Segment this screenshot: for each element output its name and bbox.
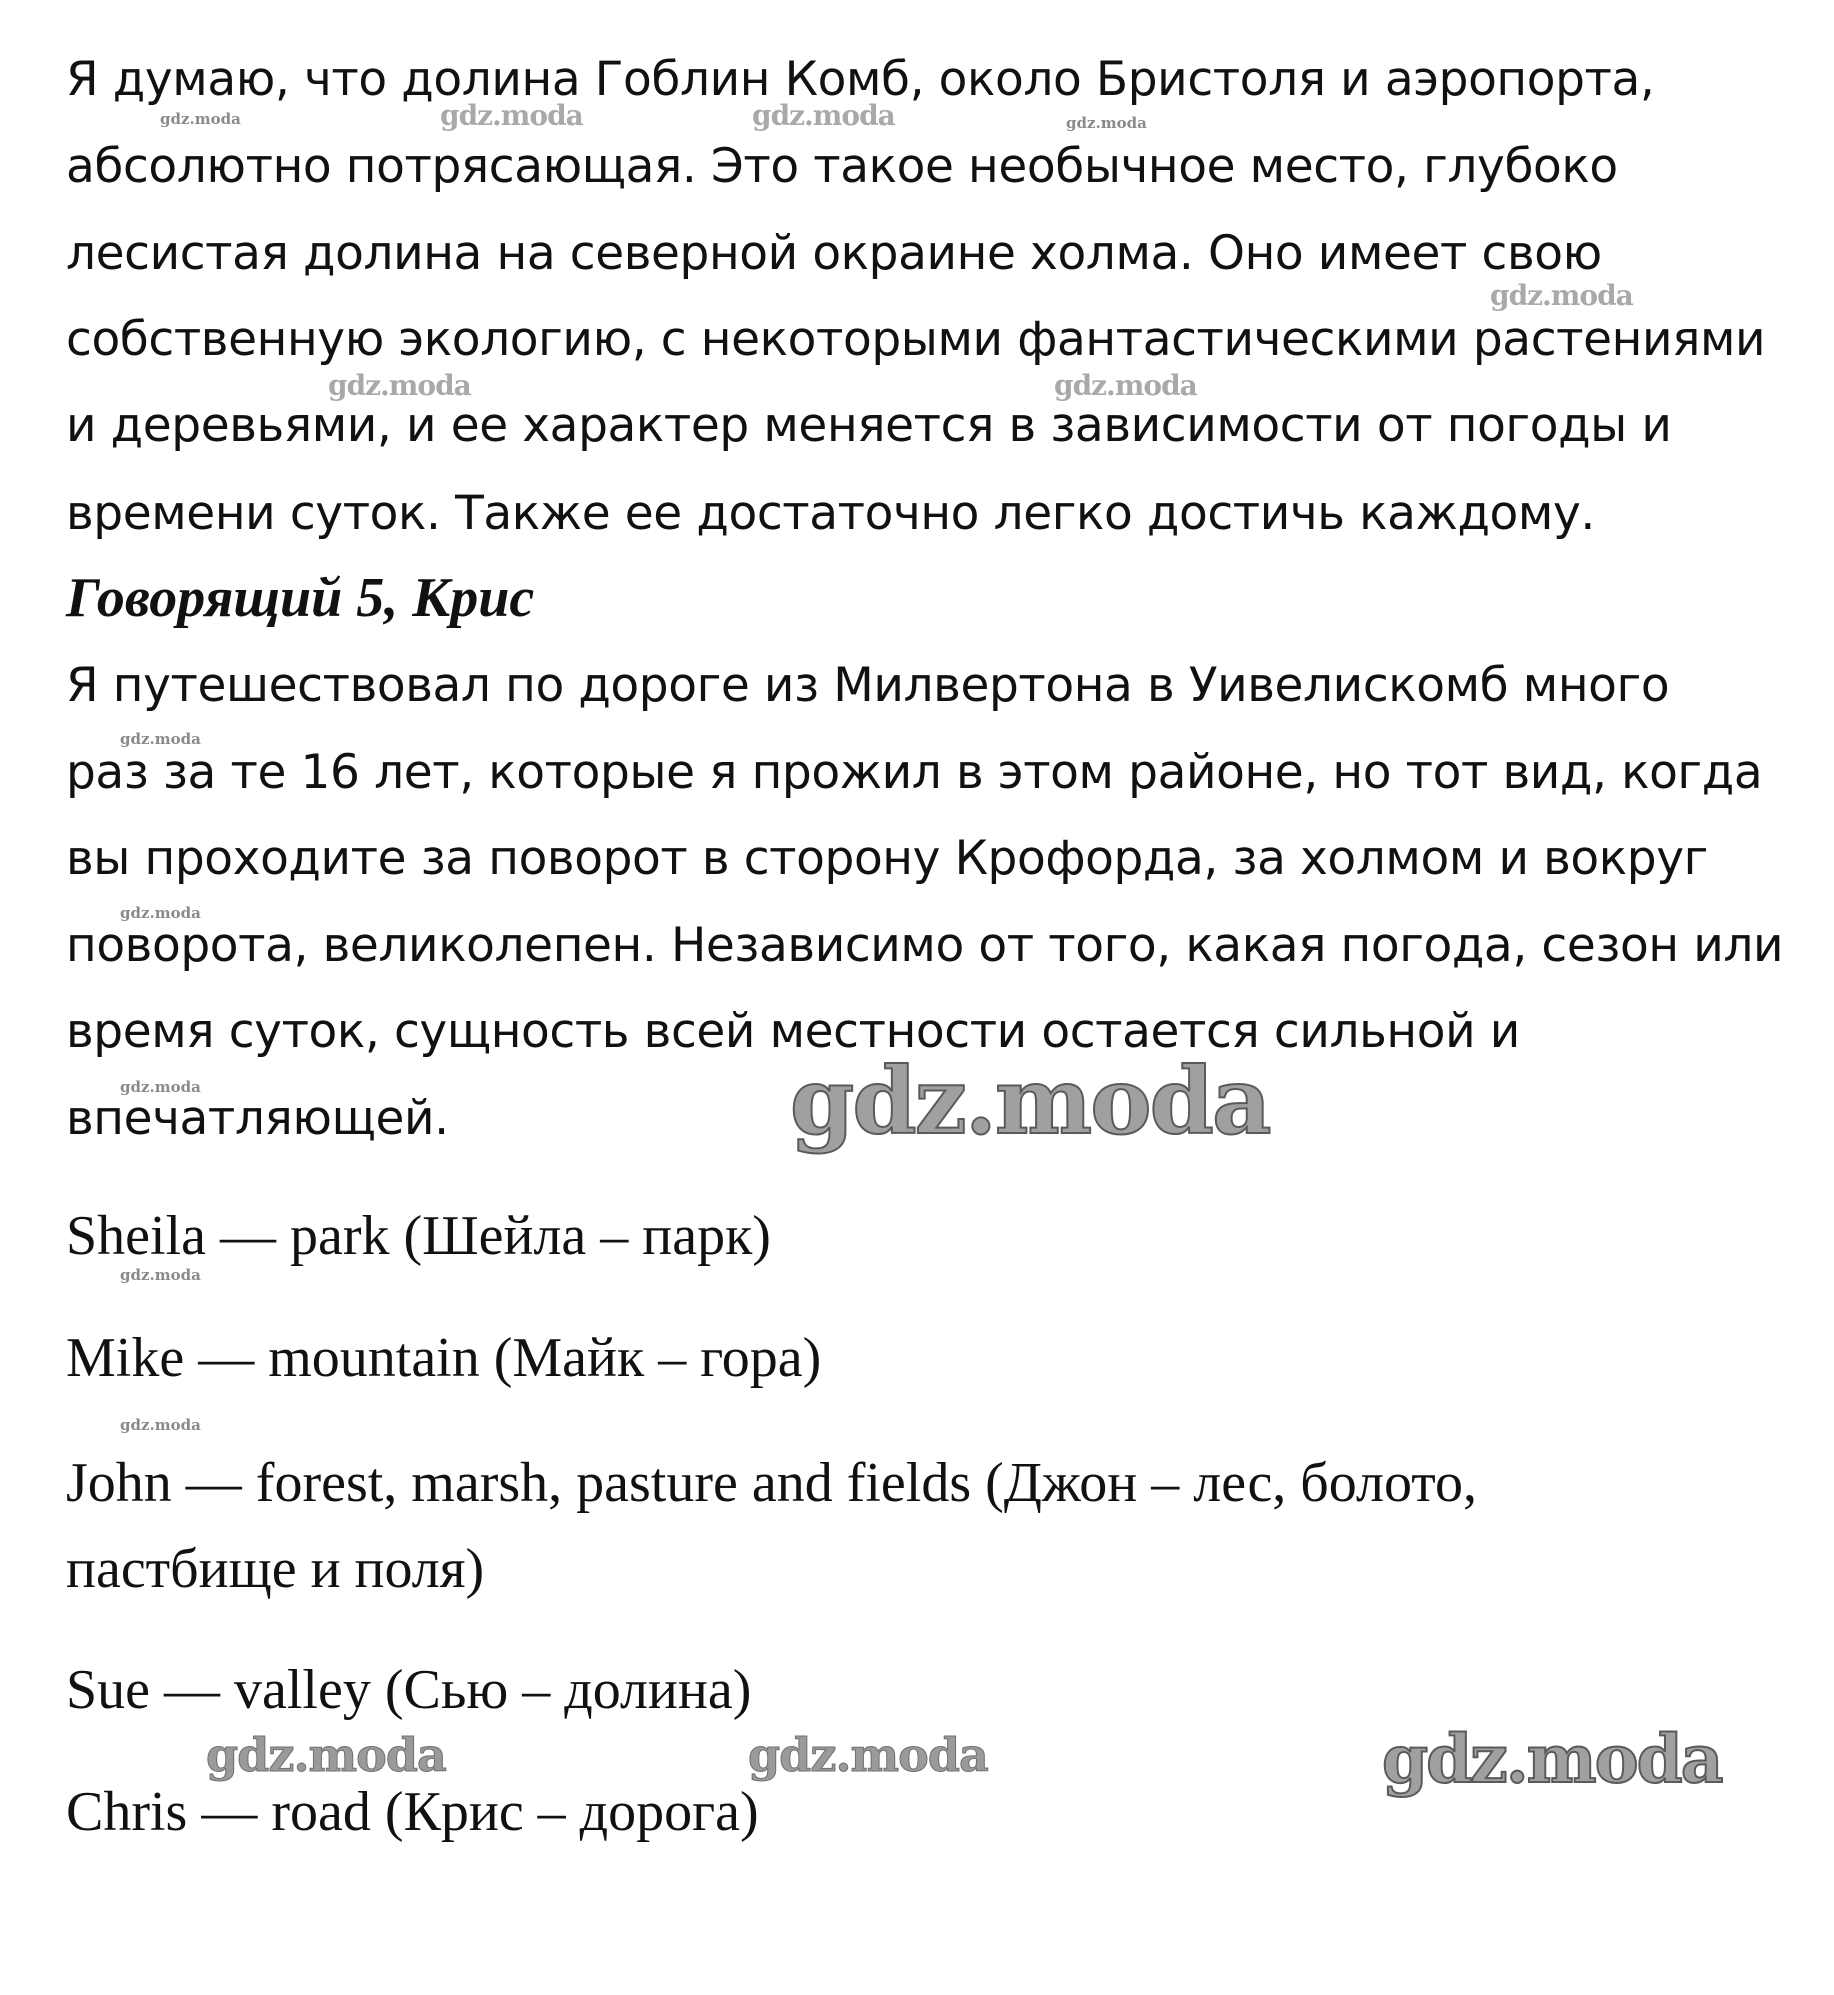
watermark: gdz.moda [440, 99, 583, 132]
watermark: gdz.moda [328, 369, 471, 402]
paragraph-line: Я думаю, что долина Гоблин Комб, около Бристоля и аэропорта, [66, 52, 1655, 107]
watermark: gdz.moda [120, 1078, 201, 1096]
paragraph-line: собственную экологию, с некоторыми фантастическими растениями [66, 312, 1766, 367]
paragraph-line: и деревьями, и ее характер меняется в зависимости от погоды и [66, 398, 1672, 453]
paragraph-line: поворота, великолепен. Независимо от того, какая погода, сезон или [66, 918, 1784, 973]
paragraph-line: впечатляющей. [66, 1091, 449, 1146]
answer-line: John — forest, marsh, pasture and fields (Джон – лес, болото, [66, 1452, 1477, 1514]
watermark: gdz.moda [752, 99, 895, 132]
watermark: gdz.moda [206, 1728, 446, 1782]
answer-line: Sue — valley (Сью – долина) [66, 1659, 752, 1721]
watermark: gdz.moda [120, 1416, 201, 1434]
watermark: gdz.moda [120, 904, 201, 922]
watermark: gdz.moda [1490, 279, 1633, 312]
watermark: gdz.moda [160, 110, 241, 128]
watermark: gdz.moda [1382, 1720, 1722, 1798]
paragraph-line: Я путешествовал по дороге из Милвертона в Уивелискомб много [66, 658, 1670, 713]
answer-line: Chris — road (Крис – дорога) [66, 1781, 759, 1843]
paragraph-line: вы проходите за поворот в сторону Крофорда, за холмом и вокруг [66, 831, 1708, 886]
watermark: gdz.moda [748, 1728, 988, 1782]
watermark: gdz.moda [1066, 114, 1147, 132]
paragraph-line: времени суток. Также ее достаточно легко достичь каждому. [66, 486, 1595, 541]
paragraph-line: раз за те 16 лет, которые я прожил в этом районе, но тот вид, когда [66, 745, 1763, 800]
answer-line: Mike — mountain (Майк – гора) [66, 1327, 822, 1389]
watermark: gdz.moda [120, 1266, 201, 1284]
paragraph-line: время суток, сущность всей местности остается сильной и [66, 1004, 1520, 1059]
watermark: gdz.moda [1054, 369, 1197, 402]
answer-line: Sheila — park (Шейла – парк) [66, 1205, 771, 1267]
paragraph-line: лесистая долина на северной окраине холма. Оно имеет свою [66, 226, 1602, 281]
watermark: gdz.moda [120, 730, 201, 748]
answer-line: пастбище и поля) [66, 1538, 485, 1600]
speaker-heading: Говорящий 5, Крис [66, 567, 535, 629]
watermark: gdz.moda [790, 1047, 1270, 1155]
paragraph-line: абсолютно потрясающая. Это такое необычное место, глубоко [66, 139, 1618, 194]
